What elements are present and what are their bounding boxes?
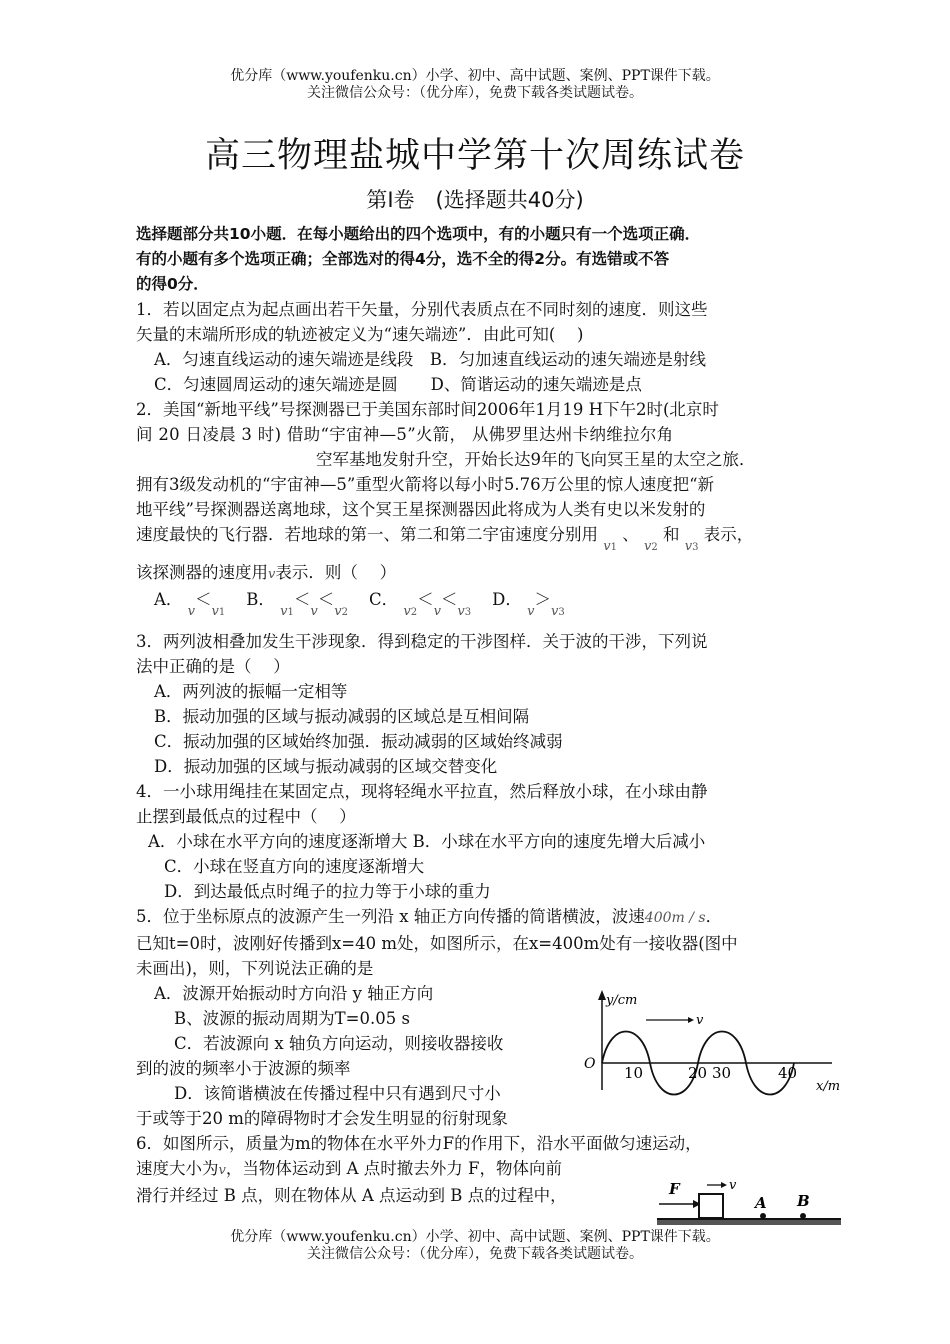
footer-line-1: 优分库（www.youfenku.cn）小学、初中、高中试题、案例、PPT课件下载。 <box>230 1229 720 1245</box>
q2-option-b-label: B． <box>246 590 275 609</box>
q6-stem-3: 滑行并经过 B 点，则在物体从 A 点运动到 B 点的过程中， <box>136 1186 567 1205</box>
section-subtitle: 第Ⅰ卷 (选择题共40分) <box>366 188 584 212</box>
q2-stem-5: 地平线”号探测器送离地球，这个冥王星探测器因此将成为人类有史以米发射的 <box>136 500 706 519</box>
q1-stem-1: 1．若以固定点为起点画出若干矢量，分别代表质点在不同时刻的速度．则这些 <box>136 300 708 319</box>
q2-stem-2: 间 20 日凌晨 3 时) 借助“宇宙神—5”火箭， 从佛罗里达州卡纳维拉尔角 <box>136 425 674 444</box>
q5-option-d-1: D．该简谐横波在传播过程中只有遇到尺寸小 <box>174 1084 501 1103</box>
q2-stem-7-tail: 表示．则（ ） <box>275 563 397 582</box>
block <box>699 1194 723 1218</box>
q5-stem-1-text: 5．位于坐标原点的波源产生一列沿 x 轴正方向传播的简谐横波，波速 <box>136 907 645 926</box>
q2-separator: 、 <box>622 525 639 544</box>
point-b-marker <box>800 1213 806 1219</box>
force-label: F <box>669 1180 680 1198</box>
y-axis-label: y/cm <box>606 993 638 1008</box>
q4-stem-1: 4．一小球用绳挂在某固定点，现将轻绳水平拉直，然后释放小球，在小球由静 <box>136 782 708 801</box>
q6-stem-1: 6．如图所示，质量为m的物体在水平外力F的作用下，沿水平面做匀速运动， <box>136 1134 702 1153</box>
velocity-label: v <box>696 1013 704 1028</box>
q2-options: A． v＜v1 B． v1＜v＜v2 C． v2＜v＜v3 D． v＞v3 <box>154 590 565 619</box>
q2-option-d-label: D． <box>492 590 522 609</box>
instructions-line-2: 有的小题有多个选项正确；全部选对的得4分，选不全的得2分。有选错或不答 <box>136 250 670 268</box>
symbol-v3: v3 <box>684 539 699 554</box>
symbol-v2: v2 <box>643 539 658 554</box>
q5-option-d-2: 于或等于20 m的障碍物时才会发生明显的衍射现象 <box>136 1109 508 1128</box>
q5-option-c-1: C．若波源向 x 轴负方向运动，则接收器接收 <box>174 1034 504 1053</box>
q5-option-a: A．波源开始振动时方向沿 y 轴正方向 <box>154 984 434 1003</box>
block-diagram <box>655 1172 843 1226</box>
q2-stem-7-text: 该探测器的速度用 <box>136 563 268 582</box>
q4-option-d: D．到达最低点时绳子的拉力等于小球的重力 <box>164 882 491 901</box>
q2-stem-4: 拥有3级发动机的“宇宙神—5”重型火箭将以每小时5.76万公里的惊人速度把“新 <box>136 475 715 494</box>
velocity-arrow-icon <box>688 1017 694 1023</box>
symbol-v1: v1 <box>603 539 617 554</box>
q5-stem-1 <box>136 904 824 931</box>
q3-option-d: D．振动加强的区域与振动减弱的区域交替变化 <box>154 757 498 776</box>
q2-stem-6-tail: 表示， <box>703 525 754 544</box>
instructions-line-1: 选择题部分共10小题．在每小题给出的四个选项中，有的小题只有一个选项正确． <box>136 225 701 243</box>
x-axis-label: x/m <box>816 1079 840 1094</box>
q4-options-ab: A．小球在水平方向的速度逐渐增大 B．小球在水平方向的速度先增大后减小 <box>148 832 706 851</box>
q6-stem-2-text: 速度大小为 <box>136 1159 219 1178</box>
tick-10: 10 <box>624 1064 644 1082</box>
q3-option-a: A．两列波的振幅一定相等 <box>154 682 348 701</box>
q1-stem-2: 矢量的末端所形成的轨迹被定义为“速矢端迹”．由此可知( ) <box>136 325 584 344</box>
footer-line-2: 关注微信公众号：（优分库），免费下载各类试题试卷。 <box>307 1246 643 1262</box>
q4-option-c: C．小球在竖直方向的速度逐渐增大 <box>164 857 425 876</box>
q2-stem-3: 空军基地发射升空，开始长达9年的飞向冥王星的太空之旅． <box>316 450 756 469</box>
q2-stem-7 <box>136 560 824 587</box>
page-footer <box>0 1229 950 1263</box>
header-line-1: 优分库（www.youfenku.cn）小学、初中、高中试题、案例、PPT课件下载。 <box>230 68 720 84</box>
q5-stem-1-end: ． <box>705 907 723 926</box>
q5-options <box>136 981 576 1106</box>
q2-stem-6 <box>136 522 824 554</box>
q1-options-cd: C．匀速圆周运动的速矢端迹是圆 D、简谐运动的速矢端迹是点 <box>154 375 642 394</box>
q5-option-b: B、波源的振动周期为T=0.05 s <box>174 1009 410 1028</box>
q5-option-c-2: 到的波的频率小于波源的频率 <box>136 1059 351 1078</box>
tick-40: 40 <box>778 1064 798 1082</box>
instructions-line-3: 的得0分． <box>136 275 209 293</box>
q6-stem-2-tail: ，当物体运动到 A 点时撤去外力 F，物体向前 <box>225 1159 562 1178</box>
q4-stem-2: 止摆到最低点的过程中（ ） <box>136 807 356 826</box>
q1-options-ab: A．匀速直线运动的速矢端迹是线段 B．匀加速直线运动的速矢端迹是射线 <box>154 350 707 369</box>
point-b-label: B <box>797 1192 810 1210</box>
q3-stem-2: 法中正确的是（ ） <box>136 657 290 676</box>
q3-option-c: C．振动加强的区域始终加强．振动减弱的区域始终减弱 <box>154 732 563 751</box>
q5-stem-3: 未画出)，则，下列说法正确的是 <box>136 959 374 978</box>
q2-stem-1: 2．美国“新地平线”号探测器已于美国东部时间2006年1月19 H下午2时(北京时 <box>136 400 719 419</box>
q5-stem-2: 已知t=0时，波刚好传播到x=40 m处，如图所示，在x=400m处有一接收器(图中 <box>136 934 738 953</box>
page-title: 高三物理盐城中学第十次周练试卷 <box>204 136 745 176</box>
symbol-v: v <box>218 1163 226 1178</box>
block-velocity-label: v <box>729 1178 737 1193</box>
tick-30: 30 <box>712 1064 732 1082</box>
q3-stem-1: 3．两列波相叠加发生干涉现象．得到稳定的干涉图样．关于波的干涉，下列说 <box>136 632 708 651</box>
point-a-label: A <box>755 1194 767 1212</box>
q5-speed: 400m / s <box>644 910 706 926</box>
ground-hatching <box>657 1220 841 1225</box>
symbol-v: v <box>268 567 276 582</box>
q3-option-b: B．振动加强的区域与振动减弱的区域总是互相间隔 <box>154 707 530 726</box>
tick-20: 20 <box>688 1064 708 1082</box>
page-header <box>0 68 950 102</box>
q2-option-c-label: C． <box>368 590 399 609</box>
q2-stem-6-text: 速度最快的飞行器．若地球的第一、第二和第二宇宙速度分别用 <box>136 525 598 544</box>
origin-label: O <box>584 1056 596 1072</box>
q2-he: 和 <box>662 525 680 544</box>
block-velocity-arrow-icon <box>721 1182 727 1188</box>
q2-option-a-label: A． <box>154 590 183 609</box>
header-line-2: 关注微信公众号：（优分库），免费下载各类试题试卷。 <box>307 85 643 101</box>
y-axis-arrow-icon <box>598 990 606 1000</box>
wave-diagram <box>580 988 840 1096</box>
point-a-marker <box>760 1213 766 1219</box>
